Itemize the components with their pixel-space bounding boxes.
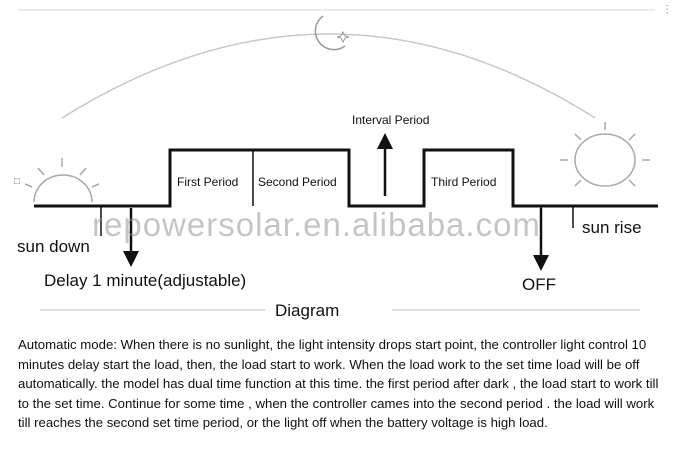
sunset-icon (25, 158, 99, 202)
first-period-label: First Period (177, 175, 239, 189)
sun-rise-label: sun rise (582, 218, 642, 237)
timing-waveform (34, 150, 658, 206)
sunrise-icon (560, 122, 650, 186)
diagram-caption: Diagram (275, 301, 340, 320)
watermark: repowersolar.en.alibaba.com (92, 206, 541, 243)
interval-period-label: Interval Period (352, 113, 430, 127)
third-period-label: Third Period (431, 175, 497, 189)
interval-arrow (377, 133, 393, 196)
delay-label: Delay 1 minute(adjustable) (44, 271, 247, 290)
off-label: OFF (522, 275, 556, 294)
night-arc (62, 34, 595, 118)
second-period-label: Second Period (258, 175, 337, 189)
moon-icon (315, 16, 349, 50)
description-paragraph: Automatic mode: When there is no sunlight, the light intensity drops start point, the controller light control 10 minutes delay start the load, then, the load start to work. When the load work to the set time load will be off automatically. the model has dual time function at this time. the first period after dark , the load start to work till to the set time. Continue for some time , when the controller cames into the second period . the load will work till reaches the second set time period, or the light off when the battery voltage is high load. (18, 337, 659, 430)
sun-down-label: sun down (17, 237, 90, 256)
anchor-mark: □ (14, 176, 21, 187)
edge-mark: ⋮ (662, 4, 672, 15)
